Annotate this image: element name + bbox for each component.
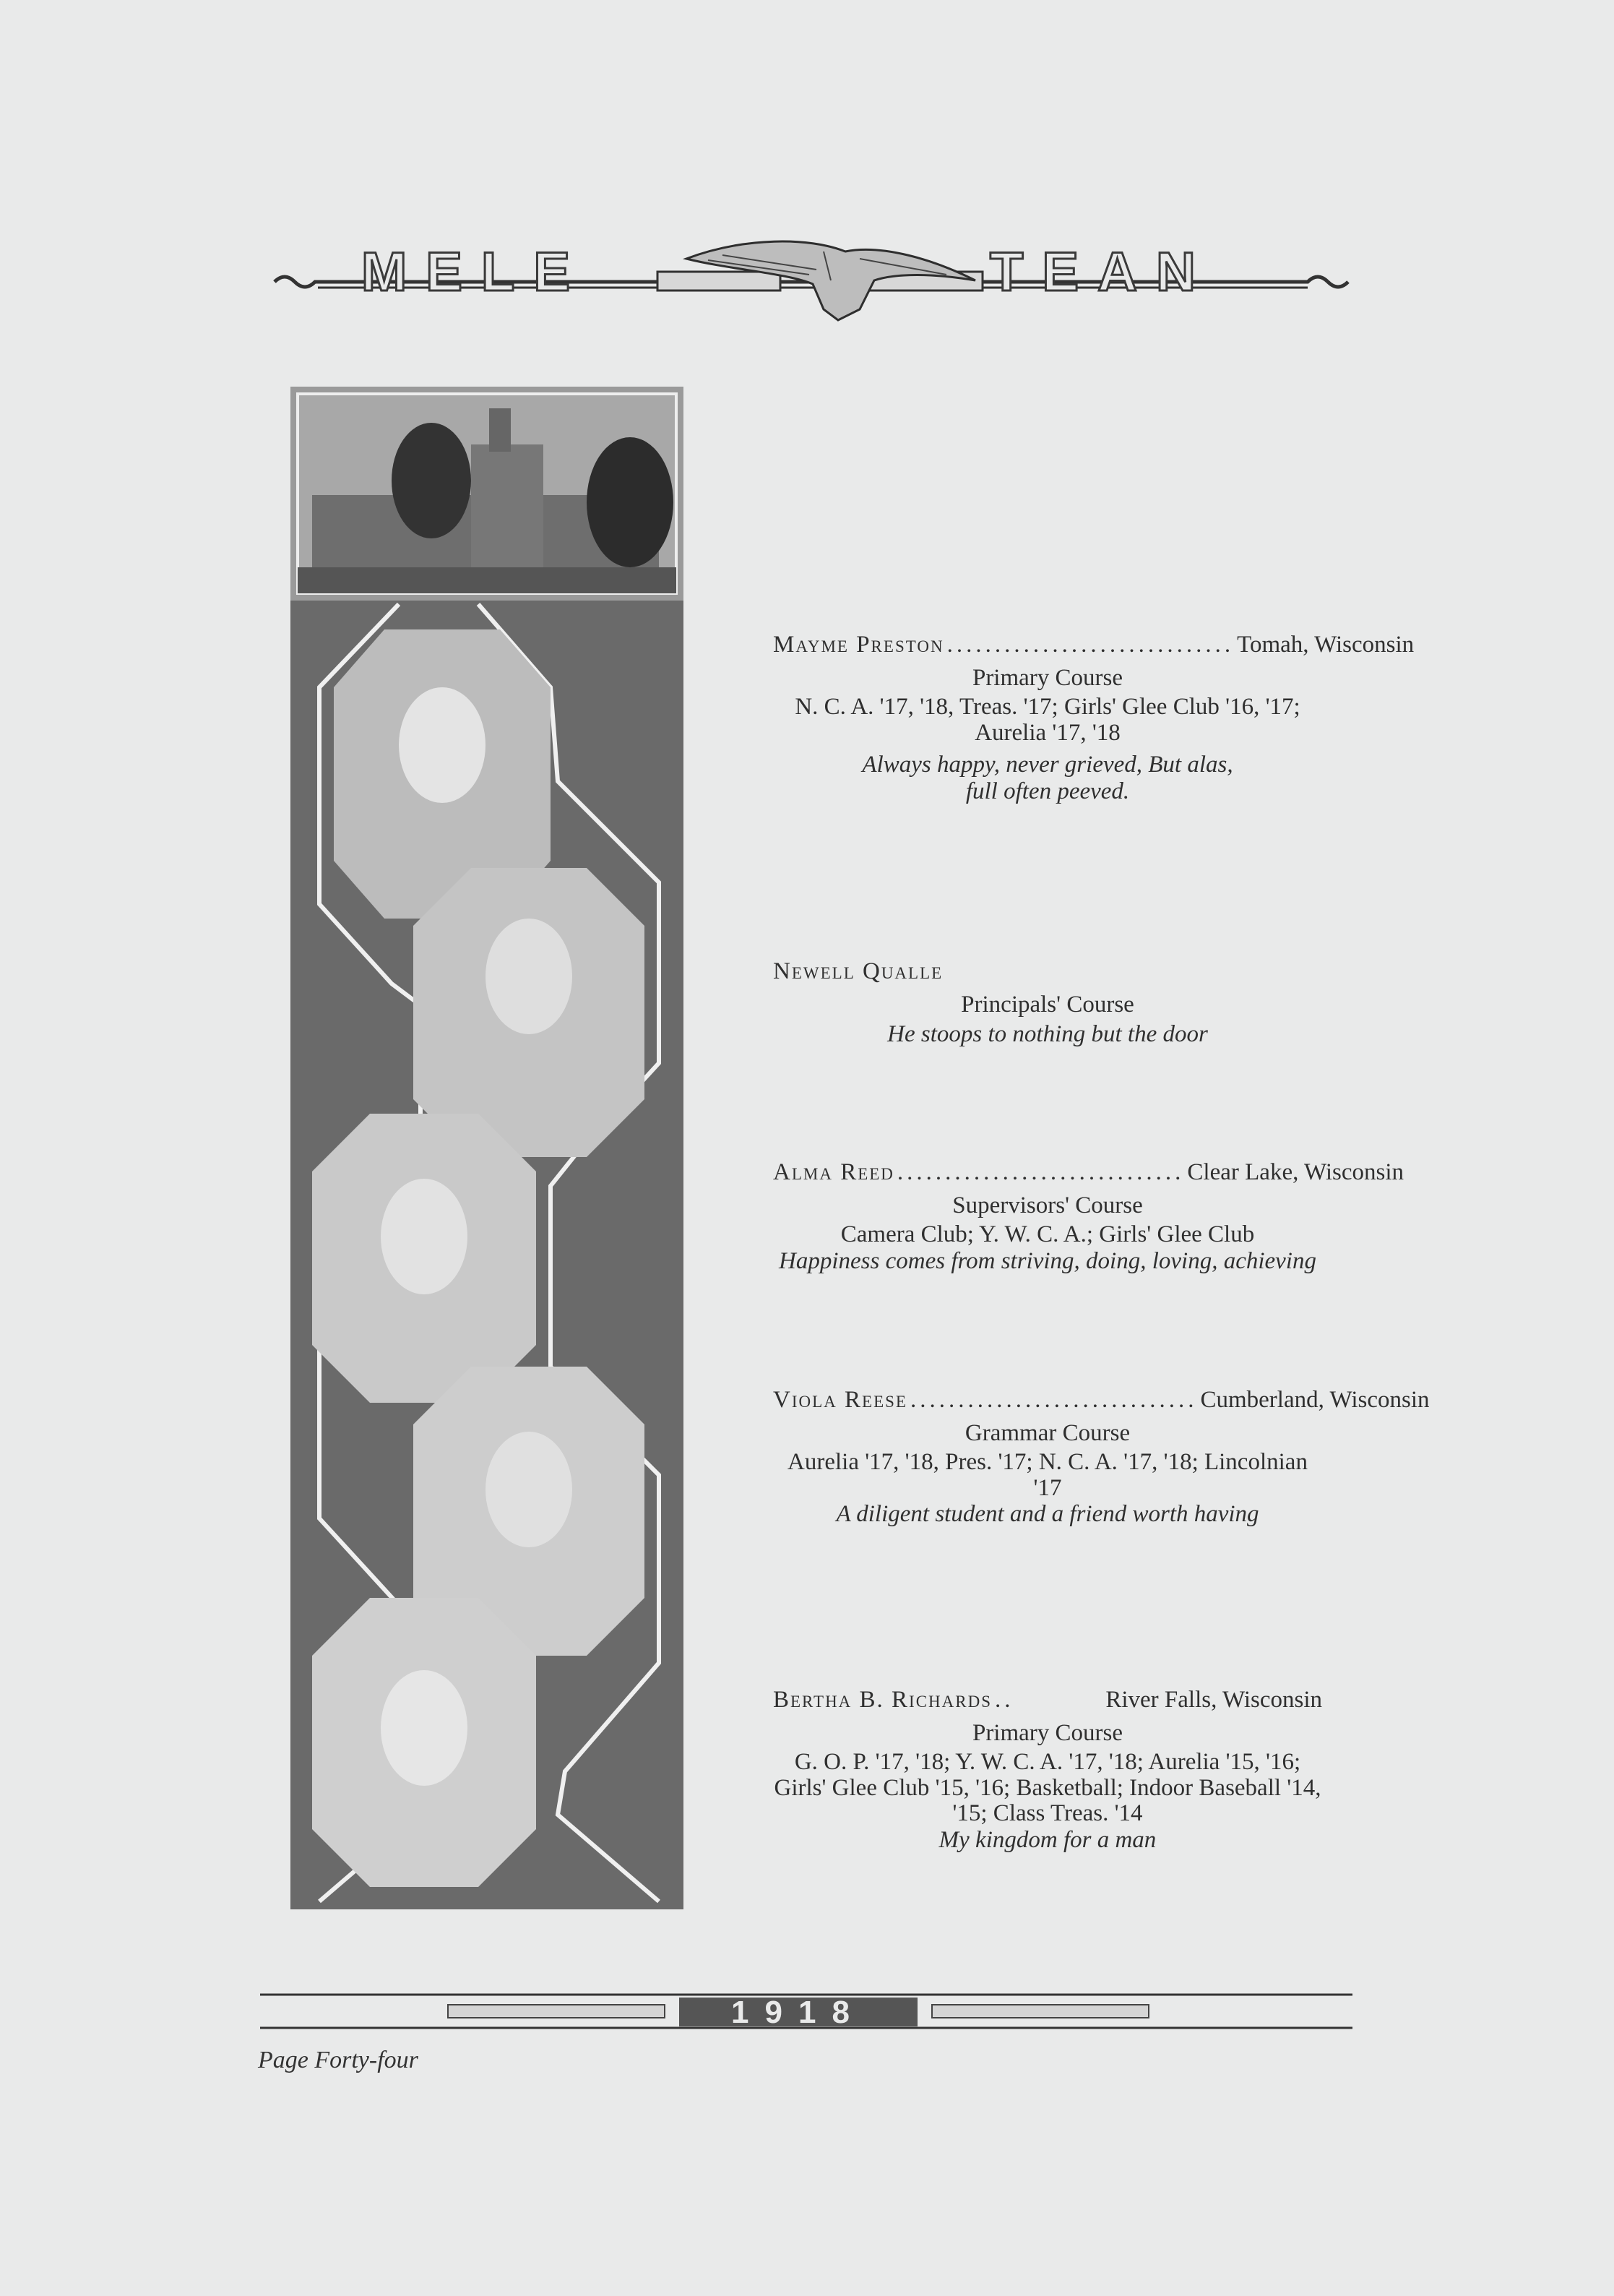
student-name: Newell Qualle — [773, 958, 944, 984]
student-course: Principals' Course — [961, 991, 1134, 1018]
student-name: Alma Reed — [773, 1159, 894, 1185]
dot-leader: .. — [995, 1687, 1014, 1713]
student-motto: He stoops to nothing but the door — [887, 1021, 1208, 1048]
student-course: Supervisors' Course — [952, 1192, 1143, 1218]
student-activities: Camera Club; Y. W. C. A.; Girls' Glee Club — [840, 1221, 1255, 1248]
dot-leader: .............................. — [946, 632, 1235, 658]
banner-left-word: MELE — [361, 241, 590, 303]
bio-entry-qualle — [773, 955, 1322, 1047]
student-motto: My kingdom for a man — [938, 1826, 1157, 1853]
student-motto: Happiness comes from striving, doing, loving, achieving — [779, 1247, 1316, 1274]
student-hometown: Cumberland, Wisconsin — [1200, 1387, 1430, 1413]
student-motto: A diligent student and a friend worth having — [836, 1501, 1259, 1528]
page-number: Page Forty-four — [258, 2047, 418, 2073]
student-activities: N. C. A. '17, '18, Treas. '17; Girls' Glee Club '16, '17; Aurelia '17, '18 — [795, 694, 1300, 746]
bio-entry-preston — [773, 629, 1415, 804]
student-name: Viola Reese — [773, 1387, 907, 1413]
student-hometown: Clear Lake, Wisconsin — [1187, 1159, 1404, 1185]
student-activities: G. O. P. '17, '18; Y. W. C. A. '17, '18; Aurelia '15, '16; Girls' Glee Club '15, '16; Basketball; Indoor Baseball '14, '15; Class Treas. '14 — [774, 1749, 1321, 1827]
campus-building-photo — [290, 387, 683, 601]
footer-banner — [260, 1989, 1352, 2034]
dot-leader: .............................. — [897, 1159, 1185, 1185]
dot-leader: .............................. — [910, 1387, 1198, 1413]
student-course: Primary Course — [972, 664, 1123, 691]
student-course: Primary Course — [972, 1719, 1123, 1746]
eagle-emblem-icon — [643, 230, 990, 324]
student-name: Bertha B. Richards — [773, 1687, 993, 1713]
bio-entry-reese — [773, 1384, 1430, 1528]
portrait-frames — [290, 601, 683, 1909]
student-course: Grammar Course — [964, 1419, 1131, 1446]
student-hometown: Tomah, Wisconsin — [1237, 632, 1415, 658]
student-name: Mayme Preston — [773, 632, 944, 658]
bio-entry-richards — [773, 1684, 1322, 1853]
student-motto: Always happy, never grieved, But alas, full often peeved. — [862, 752, 1233, 804]
photo-column — [290, 387, 683, 1909]
year-label: 1918 — [731, 1995, 866, 2030]
student-activities: Aurelia '17, '18, Pres. '17; N. C. A. '17, '18; Lincolnian '17 — [787, 1449, 1308, 1501]
bio-entry-reed — [773, 1156, 1404, 1274]
student-hometown: River Falls, Wisconsin — [1105, 1687, 1322, 1713]
header-banner — [267, 230, 1358, 324]
banner-right-word: TEAN — [990, 241, 1214, 303]
